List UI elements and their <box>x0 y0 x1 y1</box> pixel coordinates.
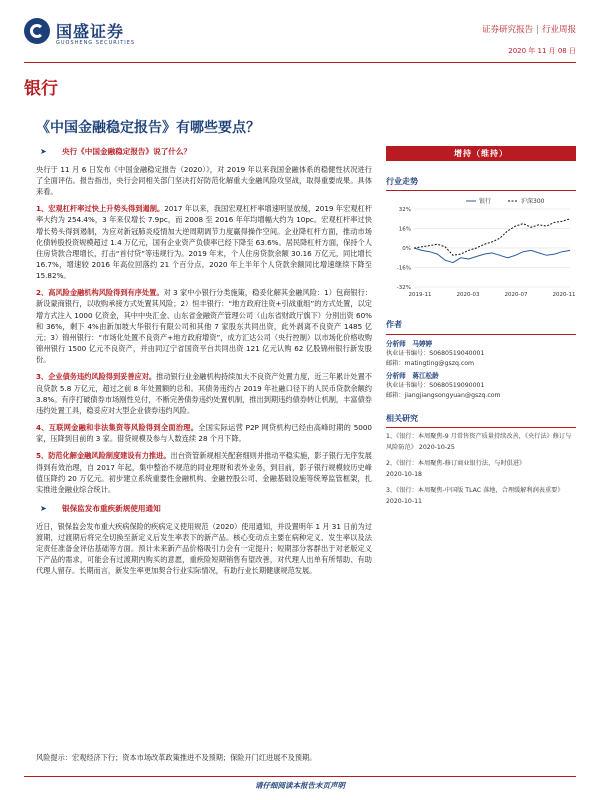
arrow-right-icon: ➤ <box>40 147 47 156</box>
point-paragraph <box>36 450 372 495</box>
rating-badge: 增持（维持） <box>386 146 576 161</box>
risk-warning: 风险提示：宏观经济下行；资本市场改革政策推进不及预期；保险开门红进展不及预期。 <box>36 753 317 762</box>
point-body: 对 3 家中小银行分类施策，稳妥化解其金融风险：1）包商银行：新设蒙商银行，以收购承接方式处置其风险；2）恒丰银行：“地方政府注资+引战重组”的方式处置，以定增方式注入 1000 亿资金，其中中央汇金、山东省金融资产管理公司（山东省财政厅旗下）分别出资 60%和 36%，剩下 4%由新加坡大华银行有限公司和其他 7 家股东共同出资，此外剥离不良资产 1485 亿元；3）锦州银行：“市场化处置不良资产+地方政府增资”，成方汇达公司（央行控制）以市场化价格收购锦州银行 1500 亿元不良资产，并由同辽宁省国资平台共同出资 121 亿元认购 62 亿股锦州银行新发股份。 <box>36 288 373 365</box>
report-type-label: 证券研究报告 <box>482 25 534 35</box>
authors-title: 作者 <box>386 319 576 334</box>
industry-title: 银行 <box>24 79 58 99</box>
x-tick-label: 2019-11 <box>408 292 432 299</box>
section-heading: ➤ 央行《中国金融稳定报告》说了什么？ <box>36 146 372 158</box>
series-line-hs300 <box>414 219 570 256</box>
trend-title: 行业走势 <box>386 176 576 191</box>
footer-note: 请仔细阅读本报告末页声明 <box>255 781 345 790</box>
related-item[interactable]: 1、《银行：本周聚焦-9 月常售资产质量持续改善，《央行法》修订与风险防范》 2020-10-25 <box>386 433 572 451</box>
related-item[interactable]: 2、《银行：本周聚焦-修订商业银行法，与时俱进》 2020-10-18 <box>386 460 526 478</box>
point-lead: 5、防范化解金融风险制度建设有力推进。 <box>36 451 171 461</box>
x-tick-label: 2020-11 <box>552 292 576 299</box>
analyst-name: 分析师 蒋江松龄 <box>386 372 439 381</box>
related-title: 相关研究 <box>386 413 576 428</box>
analyst-name: 分析师 马婷婷 <box>386 339 433 348</box>
analyst-email[interactable]: 邮箱：matingting@gszq.com <box>386 359 475 367</box>
legend-label: 沪深300 <box>521 198 545 206</box>
point-body: 2017 年以来，我国宏观杠杆率增速明显放缓，2019 年宏观杠杆率大约为 254.4%，3 年来仅增长 7.9pc，而 2008 至 2016 年年均增幅大约为 10pc。宏观杠杆率过快增长势头得到遏制，为应对新冠肺炎疫情加大逆周期调节力度赢得操作空间。企业降杠杆方面，推动市场化债转股投资规模超过 1.4 万亿元，国有企业资产负债率已经下降至 63.6%。居民降杠杆方面，保持个人住房贷款合理增长，打击“首付贷”等违规行为。2019 年末，个人住房贷款余额 30.16 万亿元，同比增长 16.7%，增速较 2016 年高位回落约 21 个百分点，2020 年上半年个人贷款余额同比增速继续下降至 15.82%。 <box>36 204 373 281</box>
footer-divider <box>24 776 576 777</box>
point-lead: 3、企业债务违约风险得到妥善应对。 <box>36 372 157 382</box>
point-lead: 4、互联网金融和非法集资等风险得到全面治理。 <box>36 423 199 433</box>
related-research <box>386 413 576 508</box>
y-tick-label: 32% <box>398 207 411 214</box>
authors-section <box>386 319 576 400</box>
point-body: 全国实际运营 P2P 网贷机构已经由高峰时期的 5000 家，压降到目前的 3 家。借贷规模及参与人数连续 28 个月下降。 <box>36 423 372 444</box>
point-paragraph <box>36 203 372 281</box>
point-lead: 1、宏观杠杆率过快上升势头得到遏制。 <box>36 204 165 214</box>
point-paragraph <box>36 287 372 365</box>
point-paragraph <box>36 422 372 444</box>
series-line-bank <box>414 248 570 263</box>
analyst-cert: 执业证书编号：S0680519090001 <box>386 382 485 390</box>
legend-label: 银行 <box>479 198 492 206</box>
company-name-cn: 国盛证券 <box>56 22 125 41</box>
x-tick-label: 2020-07 <box>504 292 528 299</box>
main-content <box>36 146 372 583</box>
guosheng-logo-icon <box>24 18 50 44</box>
report-type: 证券研究报告 | 行业周报 <box>482 25 576 35</box>
page-title: 《中国金融稳定报告》有哪些要点？ <box>36 120 260 136</box>
report-date: 2020 年 11 月 08 日 <box>508 47 576 55</box>
report-kind-label: 行业周报 <box>541 25 576 35</box>
related-item[interactable]: 3、《银行：本周聚焦-中国版 TLAC 落地，合理缓解利润表重要》 2020-10-11 <box>386 487 564 505</box>
arrow-right-icon: ➤ <box>40 503 47 513</box>
y-tick-label: -16% <box>396 265 411 272</box>
analyst-cert: 执业证书编号：S0680519040001 <box>386 350 485 357</box>
intro-paragraph: 央行于 11 月 6 日发布《中国金融稳定报告（2020）》，对 2019 年以来我国金融体系的稳健性状况进行了全面评估。报告指出，央行会同相关部门坚决打好防范化解重大金融风险攻坚战，取得重要成果。具体来看。 <box>36 164 372 197</box>
analyst-email[interactable]: 邮箱：jiangjiangsongyuan@gszq.com <box>386 392 501 400</box>
point-paragraph <box>36 371 372 416</box>
section2-paragraph: 近日，银保监会发布重大疾病保险的疾病定义使用规范（2020）使用通知，并设置明年 1 月 31 日前为过渡期，过渡期后将完全切换至新定义后发生率表下的新产品。核心变动点主要在病种定义、发生率以及法定责任准备金评估基础等方面。预计未来新产品价格吸引力会有一定提升；短期部分客群出于对老版定义下产品的需求，可能会有过渡期内购买的意愿，重疾险短期销售有望改善，对代理人出单有所帮助、有助代理人留存。长期而言，新发生率更加契合行业实际情况，有助行业长期健康规范发展。 <box>36 521 372 576</box>
report-header <box>24 16 576 56</box>
header-divider <box>24 62 576 63</box>
point-lead: 2、高风险金融机构风险得到有序处置。 <box>36 288 164 298</box>
trend-chart <box>386 195 576 305</box>
company-name-en: GUOSHENG SECURITIES <box>56 40 136 46</box>
x-tick-label: 2020-03 <box>456 292 480 299</box>
trend-chart-svg <box>386 195 576 305</box>
point-body: 推动银行业金融机构持续加大不良资产处置力度，近三年累计处置不良贷款 5.8 万亿元，超过之前 8 年处置额的总和。其债务违约占 2019 年社融口径下的人民币贷款余额约 3.8%。有序打破债券市场刚性兑付，不断完善债券违约处置机制，推出到期违约债券转让机制，丰富债券违约处置工具，稳妥应对大型企业债券违约风险。 <box>36 372 372 415</box>
section-heading: ➤ 银保监发布重疾新规使用通知 <box>36 503 372 515</box>
sidebar <box>386 176 576 513</box>
y-tick-label: 0% <box>402 246 411 253</box>
y-tick-label: 16% <box>398 226 411 233</box>
point-body: 出台资管新规相关配套细则并推动平稳实施，影子银行无序发展得到有效治理，自 2017 年起，集中整治不规范的同业理财和表外业务，到目前，影子银行规模较历史峰值压降约 20 万亿元。初步建立系统重要性金融机构、金融控股公司、金融基础设施等统筹监管框架，扎实推进金融业综合统计。 <box>36 451 372 494</box>
y-tick-label: -32% <box>396 285 411 292</box>
